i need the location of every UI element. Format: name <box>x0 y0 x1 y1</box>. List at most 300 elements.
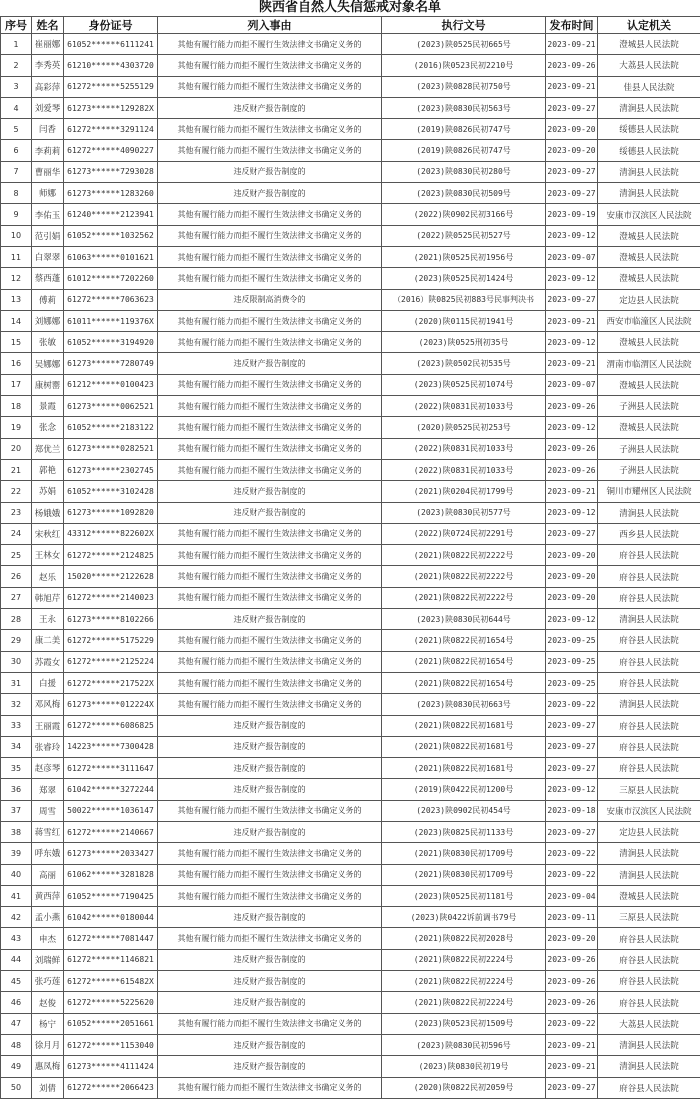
court-name: 大荔县人民法院 <box>598 1013 700 1034</box>
header-index: 序号 <box>1 17 32 34</box>
person-name: 杨娥娥 <box>32 502 64 523</box>
case-number: (2020)陕0822民初2059号 <box>382 1077 546 1098</box>
listing-reason: 违反财产报告制度的 <box>158 609 382 630</box>
row-index: 36 <box>1 779 32 800</box>
dishonest-persons-table <box>0 16 700 1099</box>
publish-date: 2023-09-27 <box>546 97 598 118</box>
publish-date: 2023-09-12 <box>546 779 598 800</box>
court-name: 澄城县人民法院 <box>598 332 700 353</box>
court-name: 安康市汉滨区人民法院 <box>598 800 700 821</box>
header-id-number: 身份证号 <box>64 17 158 34</box>
row-index: 7 <box>1 161 32 182</box>
table-row <box>1 374 700 395</box>
case-number: (2023)陕0525民初1074号 <box>382 374 546 395</box>
person-name: 王林女 <box>32 545 64 566</box>
case-number: (2021)陕0822民初2222号 <box>382 545 546 566</box>
case-number: (2023)陕0830民初644号 <box>382 609 546 630</box>
publish-date: 2023-09-25 <box>546 651 598 672</box>
id-number: 61273******129282X <box>64 97 158 118</box>
listing-reason: 其他有履行能力而拒不履行生效法律文书确定义务的 <box>158 587 382 608</box>
person-name: 高彩萍 <box>32 76 64 97</box>
publish-date: 2023-09-27 <box>546 758 598 779</box>
court-name: 府谷县人民法院 <box>598 971 700 992</box>
publish-date: 2023-09-21 <box>546 76 598 97</box>
table-row <box>1 736 700 757</box>
listing-reason: 其他有履行能力而拒不履行生效法律文书确定义务的 <box>158 438 382 459</box>
publish-date: 2023-09-12 <box>546 332 598 353</box>
row-index: 44 <box>1 949 32 970</box>
table-row <box>1 119 700 140</box>
publish-date: 2023-09-27 <box>546 1077 598 1098</box>
table-row <box>1 310 700 331</box>
row-index: 43 <box>1 928 32 949</box>
table-row <box>1 183 700 204</box>
table-row <box>1 353 700 374</box>
person-name: 赵乐 <box>32 566 64 587</box>
table-row <box>1 864 700 885</box>
id-number: 61273******7280749 <box>64 353 158 374</box>
person-name: 闫香 <box>32 119 64 140</box>
listing-reason: 违反财产报告制度的 <box>158 353 382 374</box>
table-row <box>1 992 700 1013</box>
listing-reason: 违反限制高消费令的 <box>158 289 382 310</box>
publish-date: 2023-09-22 <box>546 694 598 715</box>
id-number: 61272******2140667 <box>64 821 158 842</box>
table-row <box>1 1077 700 1098</box>
id-number: 61272******2066423 <box>64 1077 158 1098</box>
case-number: (2021)陕0830民初1709号 <box>382 843 546 864</box>
table-row <box>1 694 700 715</box>
case-number: (2023)陕0830民初577号 <box>382 502 546 523</box>
listing-reason: 其他有履行能力而拒不履行生效法律文书确定义务的 <box>158 119 382 140</box>
case-number: (2021)陕0822民初2222号 <box>382 587 546 608</box>
listing-reason: 其他有履行能力而拒不履行生效法律文书确定义务的 <box>158 417 382 438</box>
id-number: 61273******8102266 <box>64 609 158 630</box>
court-name: 铜川市耀州区人民法院 <box>598 481 700 502</box>
publish-date: 2023-09-27 <box>546 289 598 310</box>
person-name: 刘倩 <box>32 1077 64 1098</box>
listing-reason: 违反财产报告制度的 <box>158 715 382 736</box>
person-name: 吴娜娜 <box>32 353 64 374</box>
listing-reason: 违反财产报告制度的 <box>158 481 382 502</box>
case-number: (2021)陕0822民初2028号 <box>382 928 546 949</box>
case-number: (2021)陕0822民初1681号 <box>382 758 546 779</box>
row-index: 34 <box>1 736 32 757</box>
person-name: 呼东娥 <box>32 843 64 864</box>
court-name: 府谷县人民法院 <box>598 1077 700 1098</box>
row-index: 12 <box>1 268 32 289</box>
table-row <box>1 566 700 587</box>
publish-date: 2023-09-21 <box>546 1034 598 1055</box>
case-number: (2023)陕0825民初1133号 <box>382 821 546 842</box>
case-number: (2021)陕0822民初2224号 <box>382 949 546 970</box>
court-name: 清涧县人民法院 <box>598 1056 700 1077</box>
publish-date: 2023-09-21 <box>546 481 598 502</box>
id-number: 61273******2302745 <box>64 459 158 480</box>
row-index: 47 <box>1 1013 32 1034</box>
row-index: 8 <box>1 183 32 204</box>
court-name: 大荔县人民法院 <box>598 55 700 76</box>
table-row <box>1 630 700 651</box>
listing-reason: 违反财产报告制度的 <box>158 971 382 992</box>
table-row <box>1 907 700 928</box>
id-number: 43312******822602X <box>64 523 158 544</box>
row-index: 17 <box>1 374 32 395</box>
row-index: 41 <box>1 885 32 906</box>
id-number: 50022******1036147 <box>64 800 158 821</box>
person-name: 宋秋红 <box>32 523 64 544</box>
table-row <box>1 55 700 76</box>
row-index: 1 <box>1 34 32 55</box>
case-number: (2016)陕0523民初2210号 <box>382 55 546 76</box>
table-row <box>1 459 700 480</box>
listing-reason: 违反财产报告制度的 <box>158 758 382 779</box>
case-number: (2023)陕0830民初19号 <box>382 1056 546 1077</box>
table-row <box>1 672 700 693</box>
publish-date: 2023-09-27 <box>546 523 598 544</box>
publish-date: 2023-09-20 <box>546 140 598 161</box>
case-number: (2019)陕0422民初1200号 <box>382 779 546 800</box>
table-row <box>1 609 700 630</box>
listing-reason: 其他有履行能力而拒不履行生效法律文书确定义务的 <box>158 1077 382 1098</box>
listing-reason: 其他有履行能力而拒不履行生效法律文书确定义务的 <box>158 374 382 395</box>
case-number: (2023)陕0525民初665号 <box>382 34 546 55</box>
publish-date: 2023-09-25 <box>546 672 598 693</box>
case-number: (2021)陕0822民初2222号 <box>382 566 546 587</box>
table-row <box>1 97 700 118</box>
id-number: 15020******2122628 <box>64 566 158 587</box>
id-number: 61272******217522X <box>64 672 158 693</box>
publish-date: 2023-09-12 <box>546 268 598 289</box>
publish-date: 2023-09-20 <box>546 566 598 587</box>
court-name: 府谷县人民法院 <box>598 545 700 566</box>
publish-date: 2023-09-21 <box>546 310 598 331</box>
person-name: 郑翠 <box>32 779 64 800</box>
row-index: 50 <box>1 1077 32 1098</box>
case-number: (2023)陕0502民初535号 <box>382 353 546 374</box>
listing-reason: 其他有履行能力而拒不履行生效法律文书确定义务的 <box>158 694 382 715</box>
person-name: 康二美 <box>32 630 64 651</box>
id-number: 61052******3194920 <box>64 332 158 353</box>
table-row <box>1 523 700 544</box>
listing-reason: 其他有履行能力而拒不履行生效法律文书确定义务的 <box>158 843 382 864</box>
publish-date: 2023-09-21 <box>546 34 598 55</box>
id-number: 61052******2183122 <box>64 417 158 438</box>
publish-date: 2023-09-26 <box>546 459 598 480</box>
id-number: 61272******3111647 <box>64 758 158 779</box>
case-number: (2021)陕0525民初1956号 <box>382 246 546 267</box>
publish-date: 2023-09-22 <box>546 1013 598 1034</box>
case-number: (2021)陕0822民初1654号 <box>382 672 546 693</box>
row-index: 31 <box>1 672 32 693</box>
case-number: (2021)陕0822民初1681号 <box>382 715 546 736</box>
person-name: 刘瑞鲜 <box>32 949 64 970</box>
id-number: 61011******119376X <box>64 310 158 331</box>
publish-date: 2023-09-22 <box>546 864 598 885</box>
court-name: 清涧县人民法院 <box>598 502 700 523</box>
publish-date: 2023-09-20 <box>546 119 598 140</box>
case-number: （2016）陕0825民初883号民事判决书 <box>382 289 546 310</box>
listing-reason: 违反财产报告制度的 <box>158 736 382 757</box>
person-name: 蔡西蓬 <box>32 268 64 289</box>
row-index: 13 <box>1 289 32 310</box>
court-name: 佳县人民法院 <box>598 76 700 97</box>
listing-reason: 违反财产报告制度的 <box>158 1034 382 1055</box>
publish-date: 2023-09-18 <box>546 800 598 821</box>
publish-date: 2023-09-20 <box>546 545 598 566</box>
listing-reason: 其他有履行能力而拒不履行生效法律文书确定义务的 <box>158 34 382 55</box>
id-number: 61273******4111424 <box>64 1056 158 1077</box>
table-row <box>1 481 700 502</box>
table-row <box>1 758 700 779</box>
row-index: 14 <box>1 310 32 331</box>
case-number: (2022)陕0831民初1033号 <box>382 438 546 459</box>
case-number: (2022)陕0724民初2291号 <box>382 523 546 544</box>
row-index: 45 <box>1 971 32 992</box>
row-index: 21 <box>1 459 32 480</box>
table-row <box>1 140 700 161</box>
person-name: 刘爱琴 <box>32 97 64 118</box>
person-name: 苏霞女 <box>32 651 64 672</box>
case-number: (2021)陕0822民初2224号 <box>382 992 546 1013</box>
court-name: 府谷县人民法院 <box>598 736 700 757</box>
listing-reason: 违反财产报告制度的 <box>158 907 382 928</box>
row-index: 48 <box>1 1034 32 1055</box>
header-case-number: 执行文号 <box>382 17 546 34</box>
court-name: 澄城县人民法院 <box>598 374 700 395</box>
case-number: (2019)陕0826民初747号 <box>382 140 546 161</box>
table-row <box>1 715 700 736</box>
person-name: 师娜 <box>32 183 64 204</box>
publish-date: 2023-09-07 <box>546 246 598 267</box>
id-number: 61272******5225620 <box>64 992 158 1013</box>
court-name: 澄城县人民法院 <box>598 34 700 55</box>
listing-reason: 其他有履行能力而拒不履行生效法律文书确定义务的 <box>158 885 382 906</box>
court-name: 绥德县人民法院 <box>598 140 700 161</box>
case-number: (2023)陕0525民初1424号 <box>382 268 546 289</box>
table-row <box>1 268 700 289</box>
person-name: 李秀英 <box>32 55 64 76</box>
court-name: 澄城县人民法院 <box>598 225 700 246</box>
listing-reason: 其他有履行能力而拒不履行生效法律文书确定义务的 <box>158 396 382 417</box>
row-index: 49 <box>1 1056 32 1077</box>
header-name: 姓名 <box>32 17 64 34</box>
listing-reason: 其他有履行能力而拒不履行生效法律文书确定义务的 <box>158 672 382 693</box>
publish-date: 2023-09-26 <box>546 396 598 417</box>
table-row <box>1 949 700 970</box>
person-name: 景霞 <box>32 396 64 417</box>
table-row <box>1 1013 700 1034</box>
person-name: 孟小燕 <box>32 907 64 928</box>
table-row <box>1 396 700 417</box>
court-name: 子洲县人民法院 <box>598 396 700 417</box>
publish-date: 2023-09-11 <box>546 907 598 928</box>
publish-date: 2023-09-27 <box>546 715 598 736</box>
court-name: 府谷县人民法院 <box>598 992 700 1013</box>
header-reason: 列入事由 <box>158 17 382 34</box>
case-number: (2023)陕0902民初454号 <box>382 800 546 821</box>
id-number: 61210******4303720 <box>64 55 158 76</box>
id-number: 61052******6111241 <box>64 34 158 55</box>
listing-reason: 其他有履行能力而拒不履行生效法律文书确定义务的 <box>158 928 382 949</box>
listing-reason: 违反财产报告制度的 <box>158 949 382 970</box>
row-index: 2 <box>1 55 32 76</box>
listing-reason: 违反财产报告制度的 <box>158 1056 382 1077</box>
publish-date: 2023-09-21 <box>546 1056 598 1077</box>
person-name: 徐月月 <box>32 1034 64 1055</box>
listing-reason: 其他有履行能力而拒不履行生效法律文书确定义务的 <box>158 1013 382 1034</box>
row-index: 30 <box>1 651 32 672</box>
row-index: 9 <box>1 204 32 225</box>
listing-reason: 其他有履行能力而拒不履行生效法律文书确定义务的 <box>158 140 382 161</box>
person-name: 张巧莲 <box>32 971 64 992</box>
case-number: (2021)陕0822民初1654号 <box>382 651 546 672</box>
case-number: (2021)陕0822民初1681号 <box>382 736 546 757</box>
listing-reason: 其他有履行能力而拒不履行生效法律文书确定义务的 <box>158 204 382 225</box>
person-name: 高丽 <box>32 864 64 885</box>
case-number: (2023)陕0830民初596号 <box>382 1034 546 1055</box>
table-row <box>1 225 700 246</box>
id-number: 61273******0282521 <box>64 438 158 459</box>
header-court: 认定机关 <box>598 17 700 34</box>
court-name: 三原县人民法院 <box>598 779 700 800</box>
person-name: 范引娟 <box>32 225 64 246</box>
court-name: 清涧县人民法院 <box>598 161 700 182</box>
row-index: 32 <box>1 694 32 715</box>
row-index: 18 <box>1 396 32 417</box>
id-number: 61272******1153040 <box>64 1034 158 1055</box>
person-name: 郑优兰 <box>32 438 64 459</box>
table-row <box>1 438 700 459</box>
publish-date: 2023-09-26 <box>546 438 598 459</box>
listing-reason: 其他有履行能力而拒不履行生效法律文书确定义务的 <box>158 246 382 267</box>
row-index: 23 <box>1 502 32 523</box>
row-index: 37 <box>1 800 32 821</box>
id-number: 61273******0062521 <box>64 396 158 417</box>
table-row <box>1 651 700 672</box>
row-index: 29 <box>1 630 32 651</box>
publish-date: 2023-09-12 <box>546 609 598 630</box>
listing-reason: 违反财产报告制度的 <box>158 183 382 204</box>
person-name: 韩旭芹 <box>32 587 64 608</box>
publish-date: 2023-09-20 <box>546 587 598 608</box>
person-name: 张念 <box>32 417 64 438</box>
person-name: 赵俊 <box>32 992 64 1013</box>
row-index: 6 <box>1 140 32 161</box>
person-name: 申杰 <box>32 928 64 949</box>
row-index: 5 <box>1 119 32 140</box>
publish-date: 2023-09-19 <box>546 204 598 225</box>
header-publish-date: 发布时间 <box>546 17 598 34</box>
table-row <box>1 800 700 821</box>
publish-date: 2023-09-25 <box>546 630 598 651</box>
person-name: 崔丽娜 <box>32 34 64 55</box>
table-row <box>1 821 700 842</box>
court-name: 府谷县人民法院 <box>598 587 700 608</box>
case-number: (2023)陕0525刑初35号 <box>382 332 546 353</box>
id-number: 61273******1092820 <box>64 502 158 523</box>
id-number: 61042******0180044 <box>64 907 158 928</box>
publish-date: 2023-09-27 <box>546 183 598 204</box>
case-number: (2021)陕0830民初1709号 <box>382 864 546 885</box>
publish-date: 2023-09-07 <box>546 374 598 395</box>
publish-date: 2023-09-26 <box>546 971 598 992</box>
row-index: 33 <box>1 715 32 736</box>
id-number: 61272******2140023 <box>64 587 158 608</box>
listing-reason: 其他有履行能力而拒不履行生效法律文书确定义务的 <box>158 332 382 353</box>
court-name: 清涧县人民法院 <box>598 694 700 715</box>
publish-date: 2023-09-12 <box>546 225 598 246</box>
publish-date: 2023-09-22 <box>546 843 598 864</box>
court-name: 澄城县人民法院 <box>598 885 700 906</box>
id-number: 61052******3102428 <box>64 481 158 502</box>
court-name: 府谷县人民法院 <box>598 651 700 672</box>
id-number: 61272******5175229 <box>64 630 158 651</box>
listing-reason: 其他有履行能力而拒不履行生效法律文书确定义务的 <box>158 225 382 246</box>
table-row <box>1 204 700 225</box>
court-name: 澄城县人民法院 <box>598 268 700 289</box>
row-index: 27 <box>1 587 32 608</box>
table-row <box>1 971 700 992</box>
id-number: 61272******3291124 <box>64 119 158 140</box>
id-number: 61272******7063623 <box>64 289 158 310</box>
court-name: 清涧县人民法院 <box>598 609 700 630</box>
row-index: 40 <box>1 864 32 885</box>
court-name: 定边县人民法院 <box>598 289 700 310</box>
case-number: (2023)陕0830民初509号 <box>382 183 546 204</box>
table-row <box>1 502 700 523</box>
person-name: 邓风梅 <box>32 694 64 715</box>
person-name: 赵彦琴 <box>32 758 64 779</box>
table-row <box>1 885 700 906</box>
table-row <box>1 1056 700 1077</box>
publish-date: 2023-09-20 <box>546 928 598 949</box>
case-number: (2022)陕0831民初1033号 <box>382 396 546 417</box>
court-name: 清涧县人民法院 <box>598 1034 700 1055</box>
court-name: 府谷县人民法院 <box>598 715 700 736</box>
row-index: 15 <box>1 332 32 353</box>
publish-date: 2023-09-27 <box>546 736 598 757</box>
person-name: 康树罂 <box>32 374 64 395</box>
table-header-row <box>1 17 700 34</box>
table-row <box>1 161 700 182</box>
table-row <box>1 1034 700 1055</box>
id-number: 61272******4090227 <box>64 140 158 161</box>
court-name: 府谷县人民法院 <box>598 566 700 587</box>
publish-date: 2023-09-26 <box>546 55 598 76</box>
case-number: (2022)陕0902民初3166号 <box>382 204 546 225</box>
row-index: 22 <box>1 481 32 502</box>
id-number: 61273******1283260 <box>64 183 158 204</box>
court-name: 西乡县人民法院 <box>598 523 700 544</box>
table-row <box>1 587 700 608</box>
publish-date: 2023-09-12 <box>546 417 598 438</box>
publish-date: 2023-09-04 <box>546 885 598 906</box>
id-number: 61272******1146821 <box>64 949 158 970</box>
court-name: 清涧县人民法院 <box>598 843 700 864</box>
person-name: 黄西萍 <box>32 885 64 906</box>
court-name: 清涧县人民法院 <box>598 864 700 885</box>
case-number: (2023)陕0422诉前调书79号 <box>382 907 546 928</box>
person-name: 苏娟 <box>32 481 64 502</box>
case-number: (2023)陕0828民初750号 <box>382 76 546 97</box>
case-number: (2019)陕0826民初747号 <box>382 119 546 140</box>
court-name: 子洲县人民法院 <box>598 459 700 480</box>
person-name: 白翠翠 <box>32 246 64 267</box>
case-number: (2023)陕0525民初1181号 <box>382 885 546 906</box>
id-number: 61272******2124825 <box>64 545 158 566</box>
row-index: 38 <box>1 821 32 842</box>
